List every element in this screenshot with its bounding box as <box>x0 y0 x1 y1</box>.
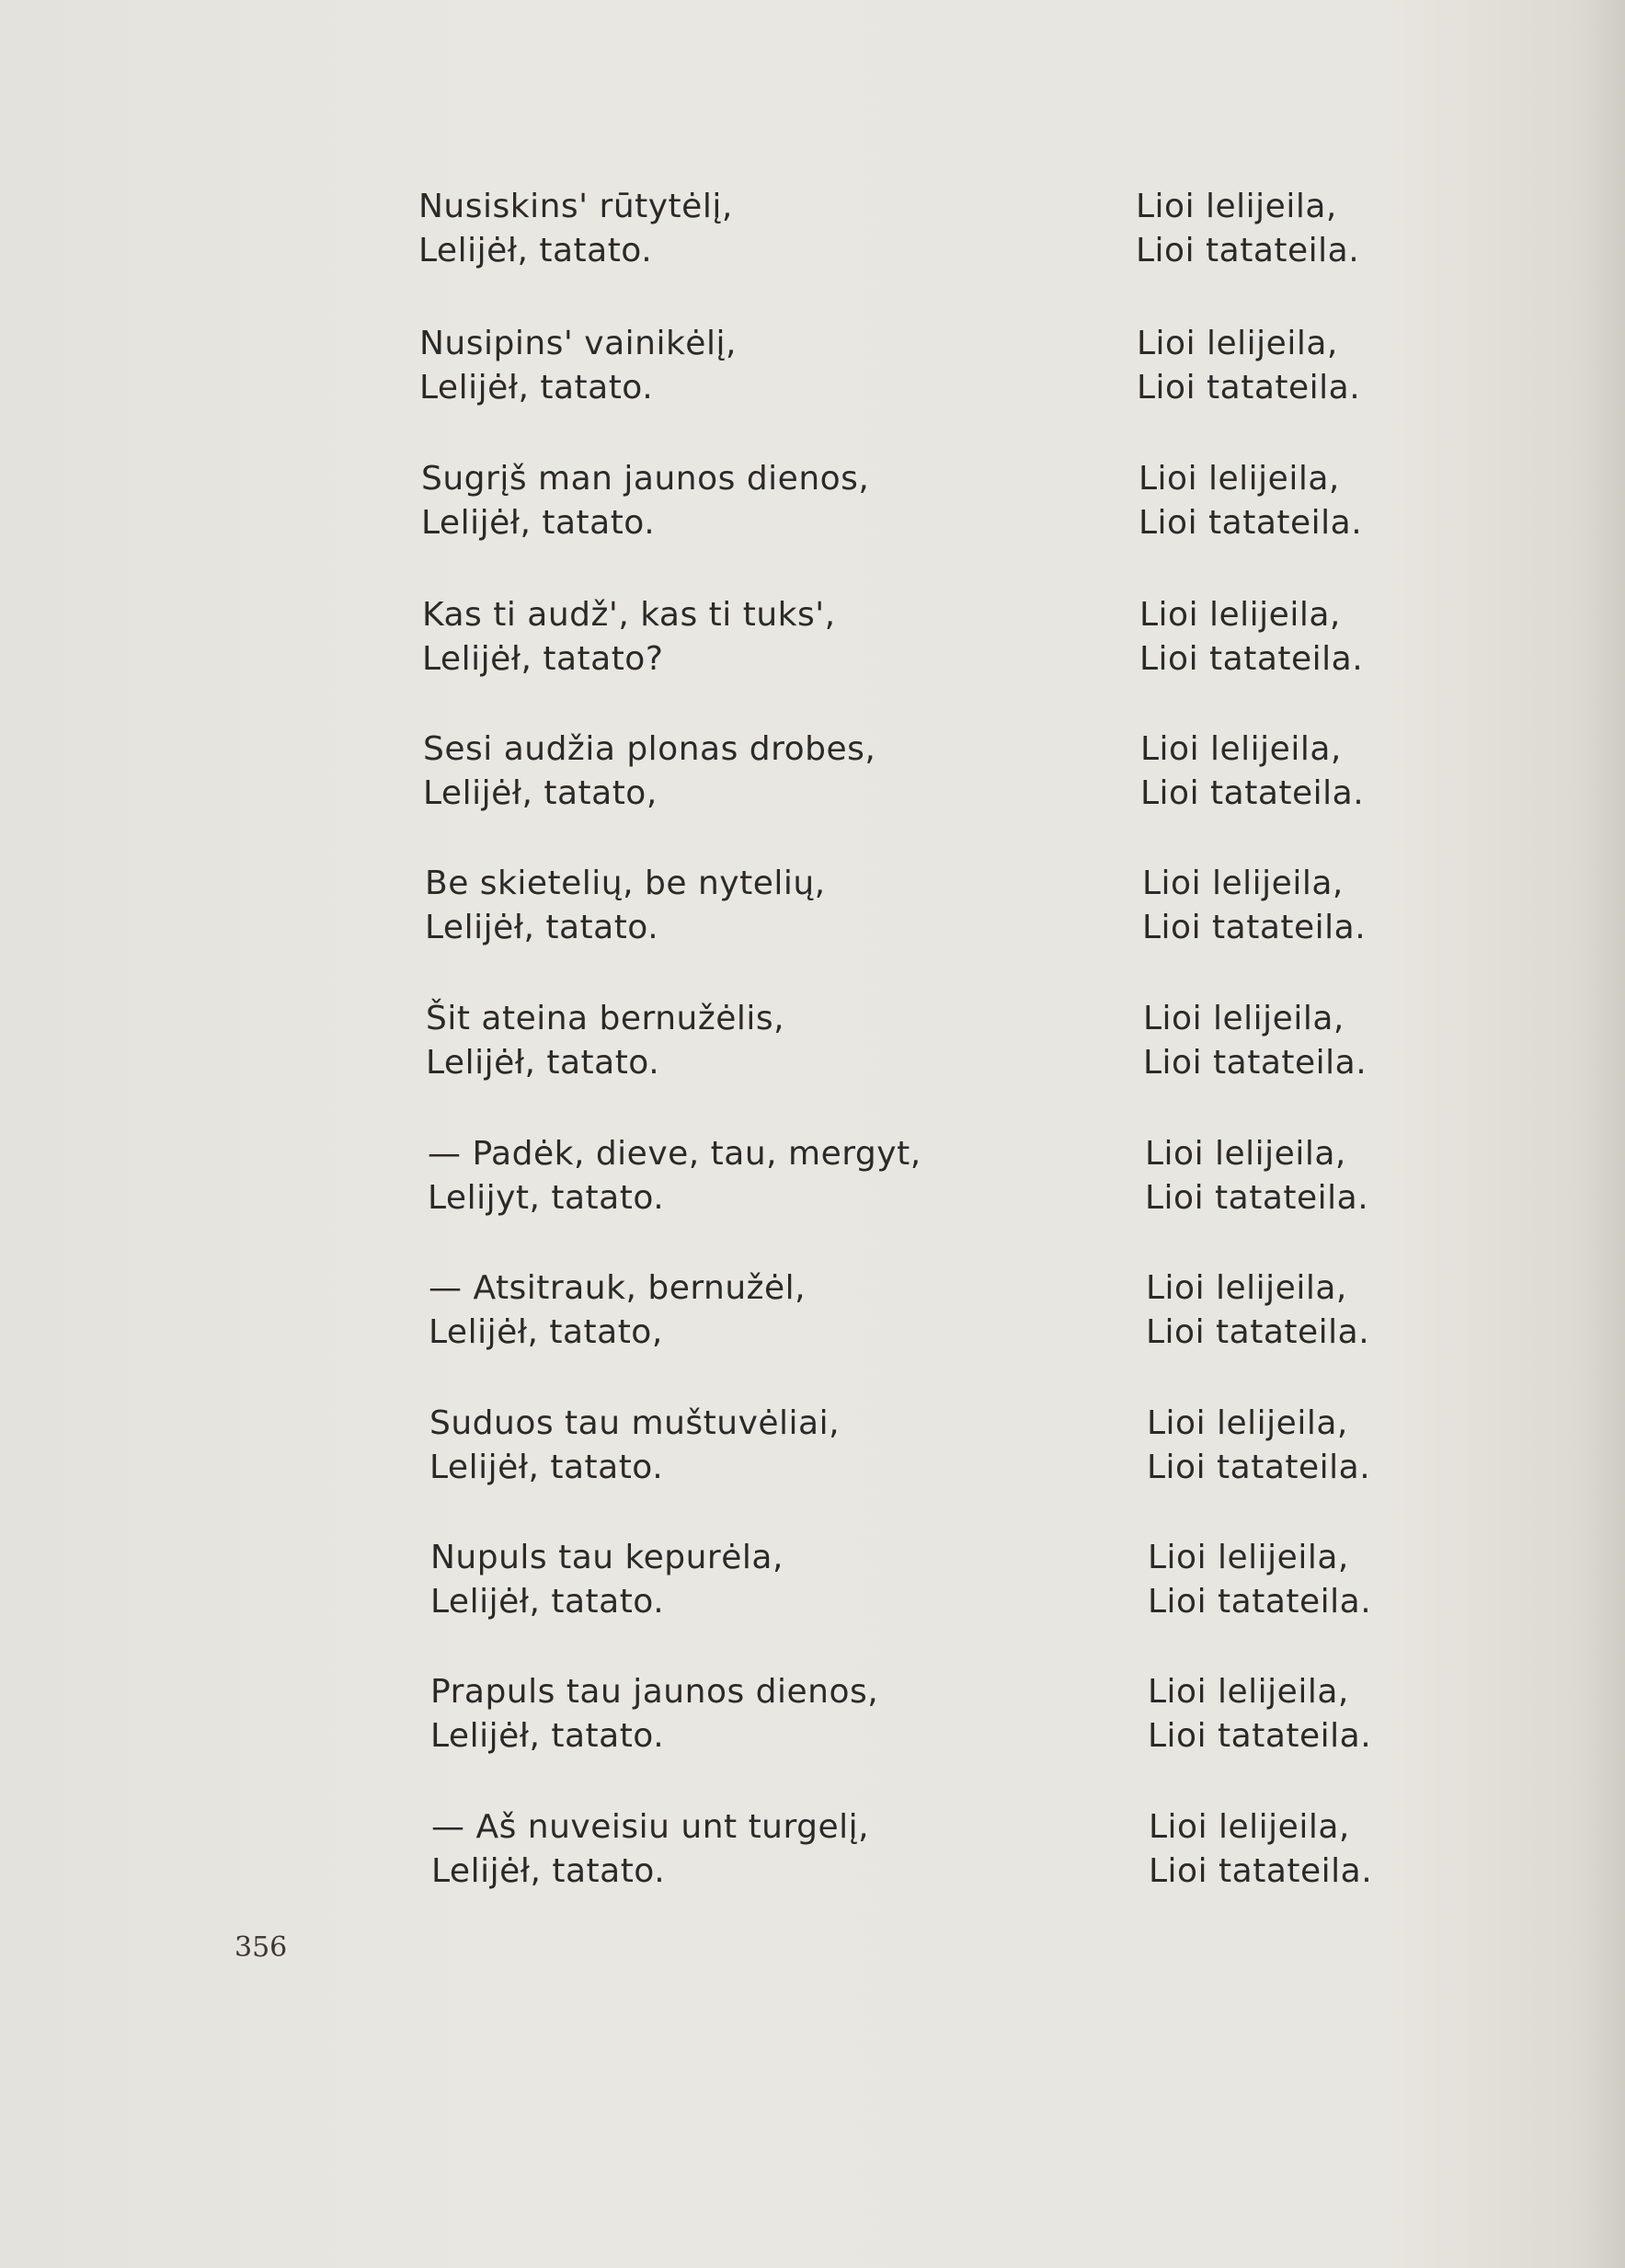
refrain-line: Lioi tatateila. <box>1139 640 1364 678</box>
refrain-line: Lioi tatateila. <box>1147 1449 1371 1486</box>
refrain-line: Lioi tatateila. <box>1145 1179 1369 1217</box>
refrain-line: Lioi tatateila. <box>1137 369 1361 407</box>
verse-line: — Aš nuveisiu unt turgelį, <box>431 1808 870 1846</box>
verse-line: Lelijėł, tatato. <box>418 232 653 269</box>
refrain-line: Lioi tatateila. <box>1149 1852 1373 1890</box>
refrain-line: Lioi tatateila. <box>1146 1313 1370 1351</box>
verse-line: Lelijėł, tatato. <box>429 1449 664 1486</box>
refrain-line: Lioi lelijeila, <box>1148 1539 1349 1576</box>
verse-line: Prapuls tau jaunos dienos, <box>430 1673 879 1711</box>
refrain-line: Lioi lelijeila, <box>1145 1135 1346 1173</box>
verse-line: Nusipins' vainikėlį, <box>419 325 737 362</box>
verse-line: Lelijėł, tatato. <box>430 1583 665 1621</box>
refrain-line: Lioi lelijeila, <box>1149 1808 1350 1846</box>
verse-line: Lelijėł, tatato, <box>429 1313 663 1351</box>
refrain-line: Lioi lelijeila, <box>1148 1673 1349 1711</box>
verse-line: Lelijėł, tatato. <box>425 909 659 946</box>
refrain-line: Lioi lelijeila, <box>1146 1269 1347 1307</box>
refrain-line: Lioi lelijeila, <box>1140 730 1342 768</box>
refrain-line: Lioi lelijeila, <box>1139 596 1341 634</box>
refrain-line: Lioi tatateila. <box>1136 232 1360 269</box>
verse-line: Sugrįš man jaunos dienos, <box>421 460 870 498</box>
verse-line: Lelijėł, tatato. <box>431 1852 666 1890</box>
verse-line: Be skietelių, be nytelių, <box>425 865 826 902</box>
verse-line: — Atsitrauk, bernužėl, <box>429 1269 807 1307</box>
refrain-line: Lioi tatateila. <box>1139 504 1363 542</box>
verse-line: — Padėk, dieve, tau, mergyt, <box>428 1135 921 1173</box>
refrain-line: Lioi tatateila. <box>1148 1583 1372 1621</box>
refrain-line: Lioi lelijeila, <box>1143 1000 1345 1037</box>
verse-line: Lelijėł, tatato? <box>422 640 664 678</box>
verse-line: Nupuls tau kepurėla, <box>430 1539 784 1576</box>
verse-line: Lelijėł, tatato. <box>430 1717 665 1755</box>
refrain-line: Lioi lelijeila, <box>1137 325 1338 362</box>
verse-line: Šit ateina bernužėlis, <box>426 1000 785 1037</box>
verse-line: Kas ti audž', kas ti tuks', <box>422 596 836 634</box>
verse-line: Lelijėł, tatato. <box>426 1044 660 1082</box>
verse-line: Lelijėł, tatato. <box>421 504 656 542</box>
verse-line: Suduos tau muštuvėliai, <box>429 1404 841 1442</box>
refrain-line: Lioi tatateila. <box>1140 774 1365 812</box>
refrain-line: Lioi tatateila. <box>1143 1044 1368 1082</box>
refrain-line: Lioi lelijeila, <box>1147 1404 1348 1442</box>
verse-line: Lelijėł, tatato, <box>423 774 658 812</box>
verse-line: Nusiskins' rūtytėlį, <box>418 188 733 225</box>
page-number: 356 <box>235 1931 288 1964</box>
refrain-line: Lioi tatateila. <box>1142 909 1367 946</box>
refrain-line: Lioi tatateila. <box>1148 1717 1372 1755</box>
verse-line: Lelijyt, tatato. <box>428 1179 665 1217</box>
refrain-line: Lioi lelijeila, <box>1142 865 1344 902</box>
verse-line: Sesi audžia plonas drobes, <box>423 730 876 768</box>
refrain-line: Lioi lelijeila, <box>1136 188 1337 225</box>
refrain-line: Lioi lelijeila, <box>1139 460 1340 498</box>
verse-line: Lelijėł, tatato. <box>419 369 654 407</box>
